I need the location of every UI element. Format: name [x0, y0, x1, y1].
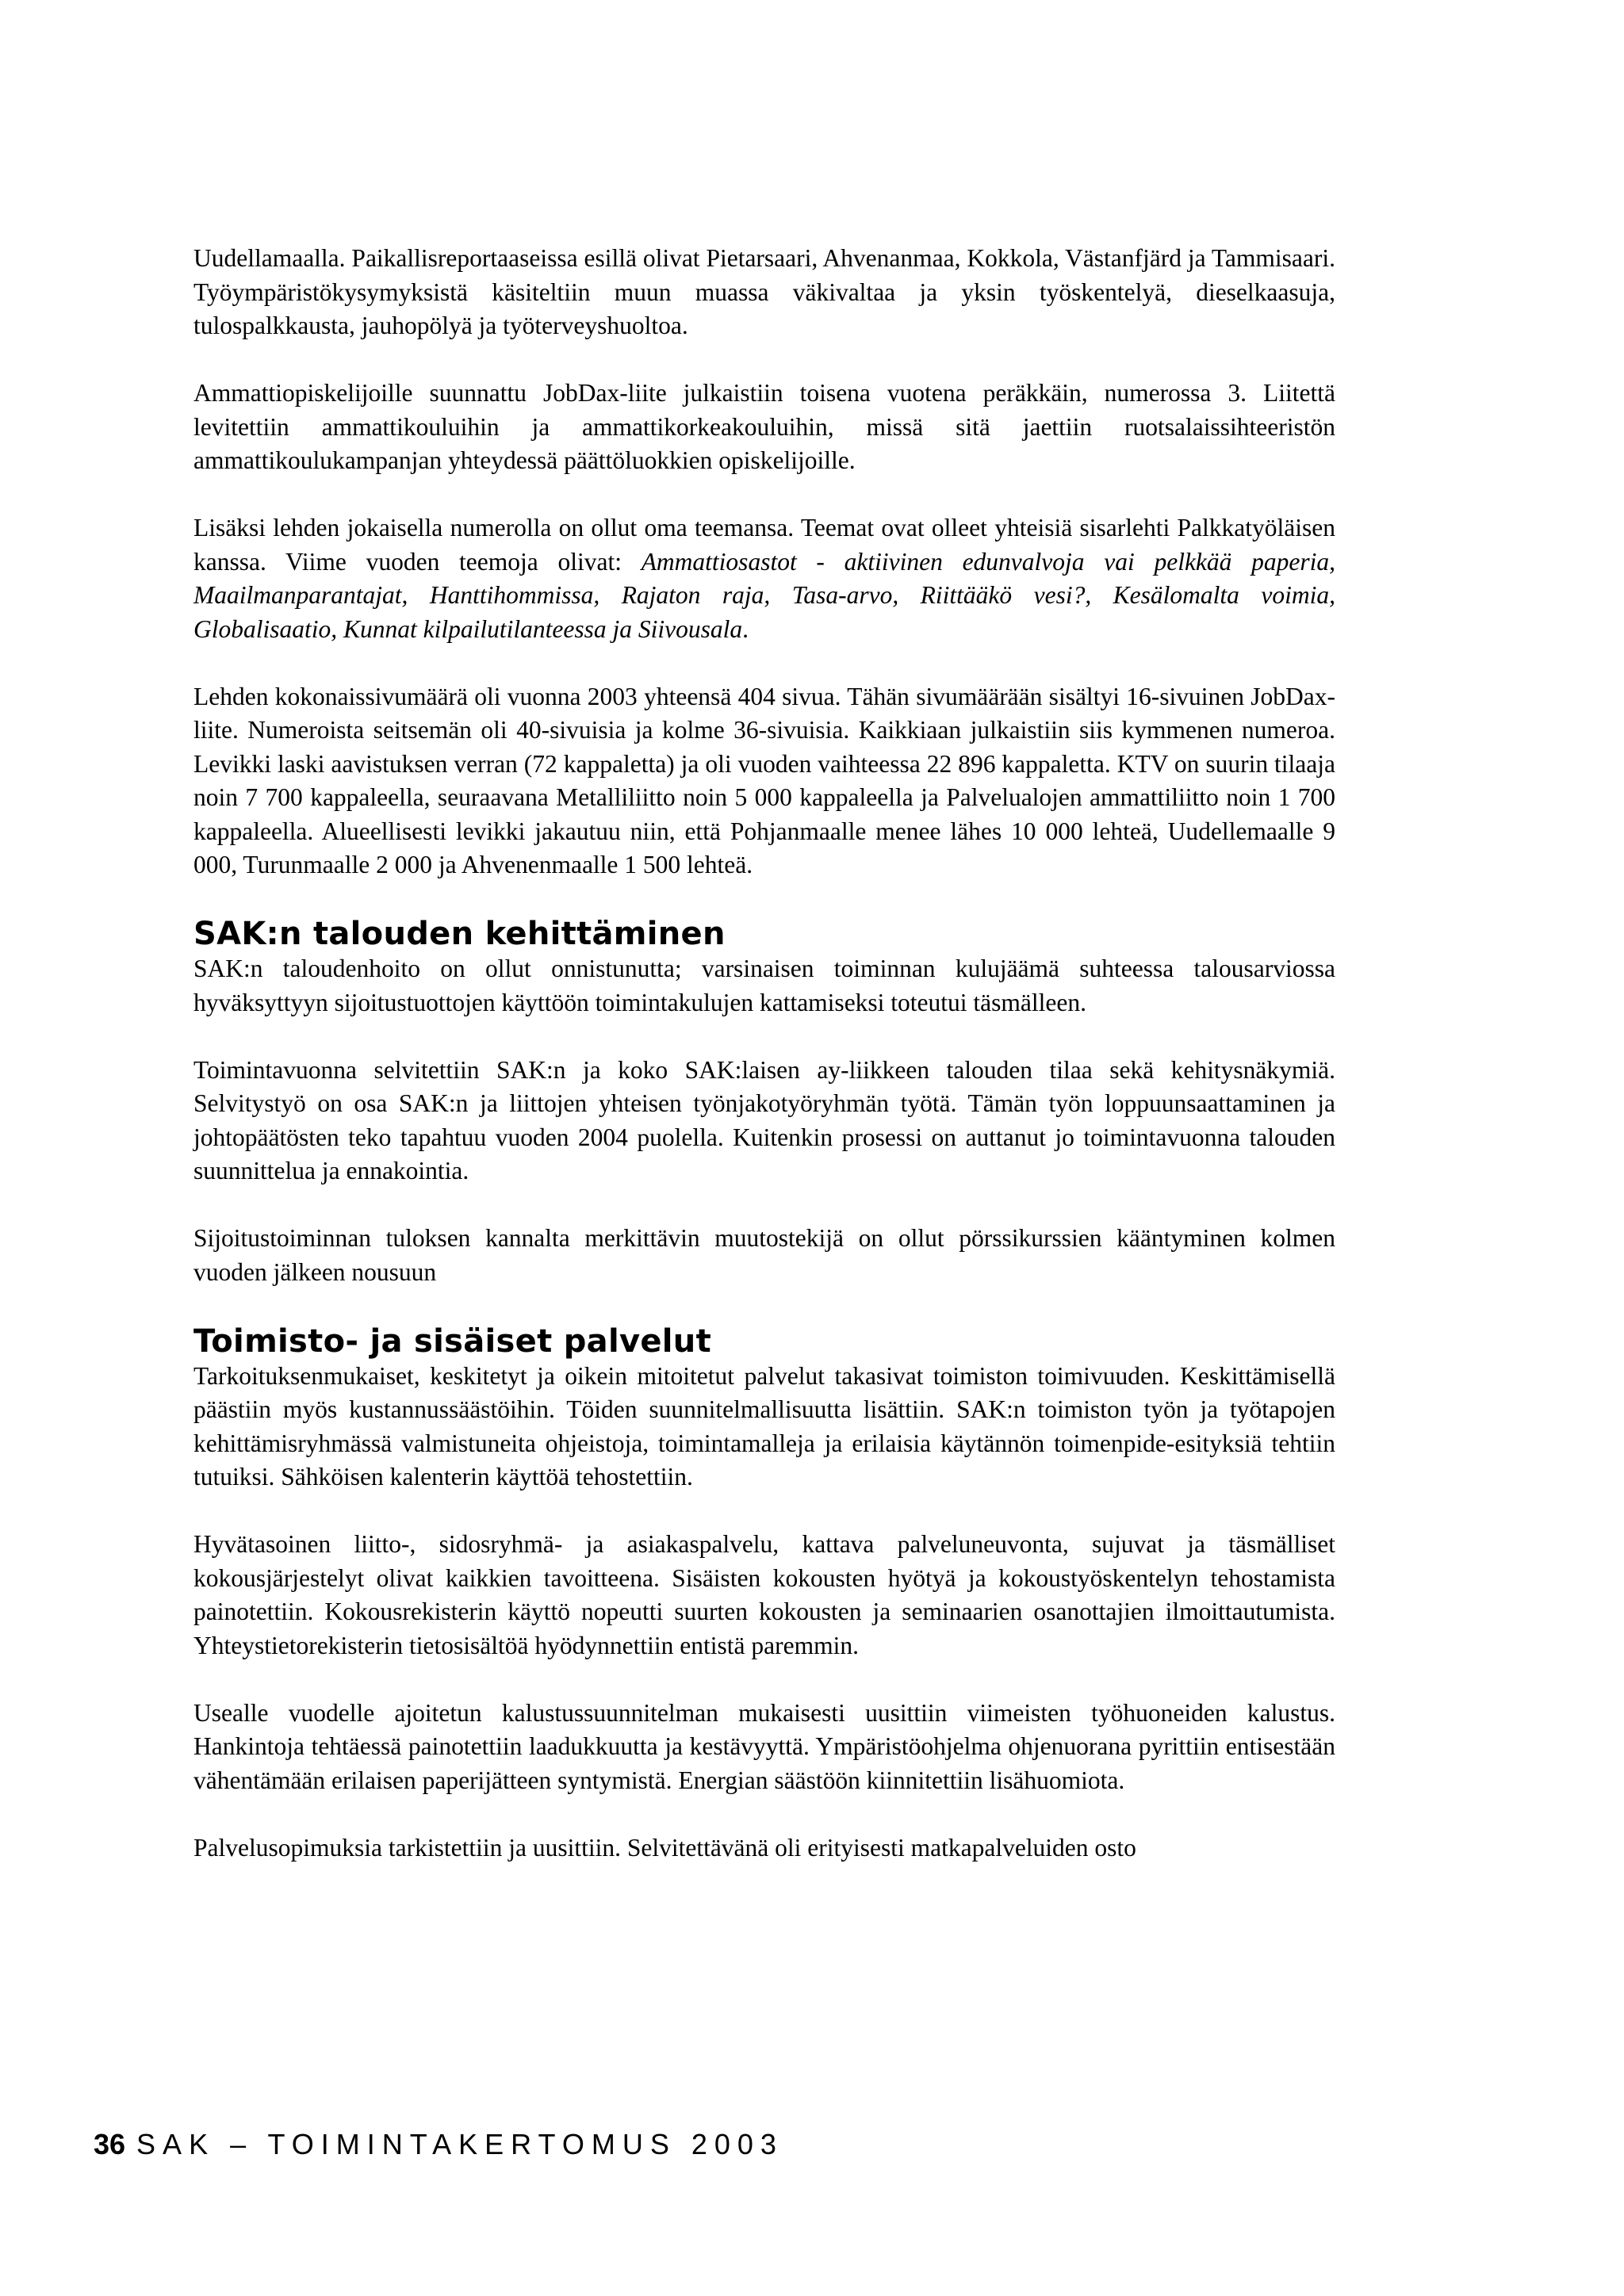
page-footer: [94, 2127, 783, 2162]
themes-intro-text: Lisäksi lehden jokaisella numerolla on ollut oma teemansa. Teemat ovat olleet yhteisiä sisarlehti Palkkatyöläisen kanssa. Viime vuoden teemoja olivat:: [193, 514, 1335, 576]
paragraph-furnishing: Usealle vuodelle ajoitetun kalustussuunnitelman mukaisesti uusittiin viimeisten työhuoneiden kalustus. Hankintoja tehtäessä painotettiin laadukkuutta ja kestävyyttä. Ympäristöohjelma ohjenuorana pyrittiin entisestään vähentämään erilaisen paperijätteen syntymistä. Energian säästöön kiinnitettiin lisähuomiota.: [193, 1698, 1335, 1794]
paragraph-customer-service: Hyvätasoinen liitto-, sidosryhmä- ja asiakaspalvelu, kattava palveluneuvonta, sujuvat ja täsmälliset kokousjärjestelyt olivat kaikkien tavoitteena. Sisäisten kokousten hyötyä ja kokoustyöskentelyn tehostamista painotettiin. Kokousrekisterin käyttö nopeutti suurten kokousten ja seminaarien osanottajien ilmoittautumista. Yhteystietorekisterin tietosisältöä hyödynnettiin entistä paremmin.: [193, 1530, 1335, 1659]
paragraph-jobdax-supplement: Ammattiopiskelijoille suunnattu JobDax-liite julkaistiin toisena vuotena peräkkäin, numerossa 3. Liitettä levitettiin ammattikouluihin ja ammattikorkeakouluihin, missä sitä jaettiin ruotsalaissihteeristön ammattikoulukampanjan yhteydessä päättöluokkien opiskelijoille.: [193, 379, 1335, 474]
paragraph-investment-results: Sijoitustoiminnan tuloksen kannalta merkittävin muutostekijä on ollut pörssikurssien kääntyminen kolmen vuoden jälkeen nousuun: [193, 1224, 1335, 1286]
report-text-column: [193, 242, 1335, 1865]
paragraph-finance-management: SAK:n taloudenhoito on ollut onnistunutta; varsinaisen toiminnan kulujäämä suhteessa talousarviossa hyväksyttyyn sijoitustuottojen käyttöön toimintakulujen kattamiseksi toteutui täsmälleen.: [193, 955, 1335, 1016]
themes-end-text: .: [742, 614, 749, 643]
paragraph-service-contracts: Palvelusopimuksia tarkistettiin ja uusittiin. Selvitettävänä oli erityisesti matkapalveluiden osto: [193, 1833, 1136, 1862]
paragraph-issue-themes: [193, 511, 1335, 646]
page-number: 36: [94, 2128, 126, 2160]
paragraph-office-services: Tarkoituksenmukaiset, keskitetyt ja oikein mitoitetut palvelut takasivat toimiston toimivuuden. Keskittämisellä päästiin myös kustannussäästöihin. Töiden suunnitelmallisuutta lisättiin. SAK:n toimiston työn ja työtapojen kehittämisryhmässä valmistuneita ohjeistoja, toimintamalleja ja erilaisia käytännön toimenpide-esityksiä tehtiin tutuiksi. Sähköisen kalenterin käyttöä tehostettiin.: [193, 1361, 1335, 1490]
themes-list-text: Ammattiosastot - aktiivinen edunvalvoja vai pelkkää paperia, Maailmanparantajat, Hanttihommissa, Rajaton raja, Tasa-arvo, Riittääkö vesi?, Kesälomalta voimia, Globalisaatio, Kunnat kilpailutilanteessa ja Siivousala: [193, 547, 1335, 643]
footer-title: SAK – TOIMINTAKERTOMUS 2003: [136, 2128, 783, 2160]
paragraph-circulation: Lehden kokonaissivumäärä oli vuonna 2003 yhteensä 404 sivua. Tähän sivumäärään sisältyi 16-sivuinen JobDax-liite. Numeroista seitsemän oli 40-sivuisia ja kolme 36-sivuisia. Kaikkiaan julkaistiin siis kymmenen numeroa. Levikki laski aavistuksen verran (72 kappaletta) ja oli vuoden vaihteessa 22 896 kappaletta. KTV on suurin tilaaja noin 7 700 kappaleella, seuraavana Metalliliitto noin 5 000 kappaleella ja Palvelualojen ammattiliitto noin 1 700 kappaleella. Alueellisesti levikki jakautuu niin, että Pohjanmaalle menee lähes 10 000 lehteä, Uudellemaalle 9 000, Turunmaalle 2 000 ja Ahvenenmaalle 1 500 lehteä.: [193, 682, 1335, 878]
section-heading-finance: SAK:n talouden kehittäminen: [193, 916, 726, 952]
paragraph-regional-reports: Uudellamaalla. Paikallisreportaaseissa esillä olivat Pietarsaari, Ahvenanmaa, Kokkola, Västanfjärd ja Tammisaari. Työympäristökysymyksistä käsiteltiin muun muassa väkivaltaa ja yksin työskentelyä, dieselkaasuja, tulospalkkausta, jauhopölyä ja työterveyshuoltoa.: [193, 244, 1335, 339]
paragraph-finance-survey: Toimintavuonna selvitettiin SAK:n ja koko SAK:laisen ay-liikkeen talouden tilaa sekä kehitysnäkymiä. Selvitystyö on osa SAK:n ja liittojen yhteisen työnjakotyöryhmän työtä. Tämän työn loppuunsaattaminen ja johtopäätösten teko tapahtuu vuoden 2004 puolella. Kuitenkin prosessi on auttanut jo toimintavuonna talouden suunnittelua ja ennakointia.: [193, 1055, 1335, 1184]
section-heading-office-services: Toimisto- ja sisäiset palvelut: [193, 1322, 711, 1360]
